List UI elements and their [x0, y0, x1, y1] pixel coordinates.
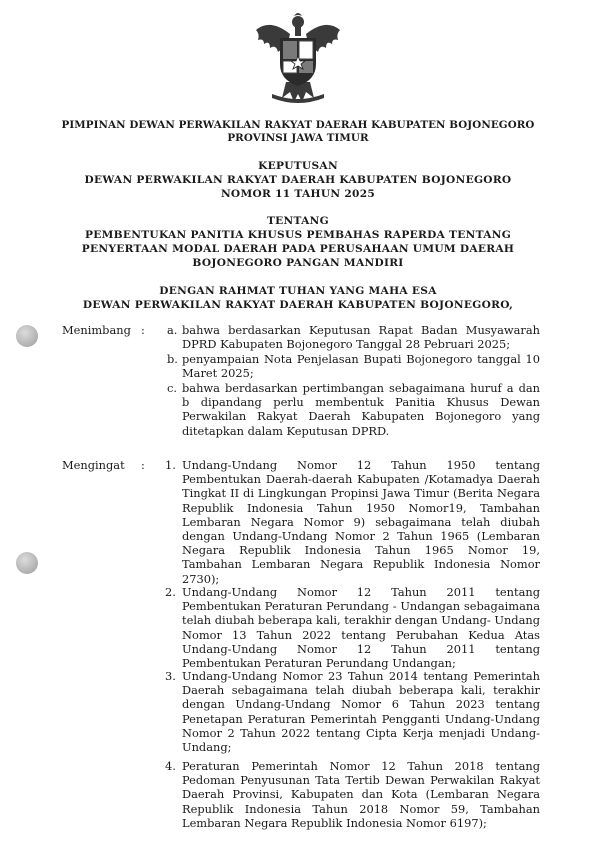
item-marker: c.: [167, 381, 178, 395]
item-marker: b.: [167, 352, 178, 366]
decision-issuer: DEWAN PERWAKILAN RAKYAT DAERAH KABUPATEN BOJONEGORO: [84, 174, 512, 186]
menimbang-item: [167, 352, 540, 382]
item-text: Undang-Undang Nomor 12 Tahun 2011 tentang Pembentukan Peraturan Perundang - Undangan sebagaimana telah diubah beberapa kali, terakhir dengan Undang- Undang Nomor 13 Tahun 2022 tentang Perubahan Kedua Atas Undang-Undang Nomor 12 Tahun 2011 tentang Pembentukan Peraturan Perundang Undangan;: [182, 585, 540, 671]
item-text: bahwa berdasarkan Keputusan Rapat Badan Musyawarah DPRD Kabupaten Bojonegoro Tanggal 28 Pebruari 2025;: [182, 323, 540, 352]
menimbang-label: Menimbang: [62, 323, 131, 337]
province-title: PROVINSI JAWA TIMUR: [227, 132, 369, 144]
menimbang-item: [167, 323, 540, 353]
institution-title: PIMPINAN DEWAN PERWAKILAN RAKYAT DAERAH KABUPATEN BOJONEGORO: [61, 119, 535, 131]
garuda-emblem-icon: [250, 12, 346, 106]
mengingat-item: [165, 759, 540, 831]
subject-line: PEMBENTUKAN PANITIA KHUSUS PEMBAHAS RAPERDA TENTANG: [84, 229, 512, 241]
preamble-line: DEWAN PERWAKILAN RAKYAT DAERAH KABUPATEN BOJONEGORO,: [82, 299, 514, 311]
subject-line: PENYERTAAN MODAL DAERAH PADA PERUSAHAAN UMUM DAERAH: [81, 243, 515, 255]
item-marker: 1.: [165, 458, 176, 472]
menimbang-colon: :: [141, 323, 145, 337]
subject-heading: TENTANG: [267, 215, 329, 227]
mengingat-item: [165, 585, 540, 671]
decision-heading: KEPUTUSAN: [258, 160, 338, 172]
menimbang-item: [167, 381, 540, 439]
mengingat-item: [165, 458, 540, 586]
mengingat-label: Mengingat: [62, 458, 125, 472]
item-marker: 4.: [165, 759, 176, 773]
item-text: Undang-Undang Nomor 12 Tahun 1950 tentang Pembentukan Daerah-daerah Kabupaten /Kotamadya Daerah Tingkat II di Lingkungan Propinsi Jawa Timur (Berita Negara Republik Indonesia Tahun 1950 Nomor19, Tambahan Lembaran Negara Nomor 9) sebagaimana telah diubah dengan Undang-Undang Nomor 2 Tahun 1965 (Lembaran Negara Republik Indonesia Tahun 1965 Nomor 19, Tambahan Lembaran Negara Republik Indonesia Nomor 2730);: [182, 458, 540, 586]
item-text: penyampaian Nota Penjelasan Bupati Bojonegoro tanggal 10 Maret 2025;: [182, 352, 540, 381]
item-text: bahwa berdasarkan pertimbangan sebagaimana huruf a dan b dipandang perlu membentuk Panitia Khusus Dewan Perwakilan Rakyat Daerah Kabupaten Bojonegoro yang ditetapkan dalam Keputusan DPRD.: [182, 381, 540, 438]
mengingat-item: [165, 669, 540, 755]
item-text: Undang-Undang Nomor 23 Tahun 2014 tentang Pemerintah Daerah sebagaimana telah diubah beberapa kali, terakhir dengan Undang-Undang Nomor 6 Tahun 2023 tentang Penetapan Peraturan Pemerintah Pengganti Undang-Undang Nomor 2 Tahun 2022 tentang Cipta Kerja menjadi Undang-Undang;: [182, 669, 540, 755]
mengingat-colon: :: [141, 458, 145, 472]
decision-number: NOMOR 11 TAHUN 2025: [220, 188, 376, 200]
item-marker: 3.: [165, 669, 176, 683]
punch-hole-icon: [16, 325, 38, 347]
item-marker: 2.: [165, 585, 176, 599]
punch-hole-icon: [16, 552, 38, 574]
subject-line: BOJONEGORO PANGAN MANDIRI: [192, 257, 404, 269]
item-text: Peraturan Pemerintah Nomor 12 Tahun 2018 tentang Pedoman Penyusunan Tata Tertib Dewan Perwakilan Rakyat Daerah Provinsi, Kabupaten dan Kota (Lembaran Negara Republik Indonesia Tahun 2018 Nomor 59, Tambahan Lembaran Negara Republik Indonesia Nomor 6197);: [182, 759, 540, 830]
item-marker: a.: [167, 323, 178, 337]
preamble-line: DENGAN RAHMAT TUHAN YANG MAHA ESA: [159, 285, 437, 297]
